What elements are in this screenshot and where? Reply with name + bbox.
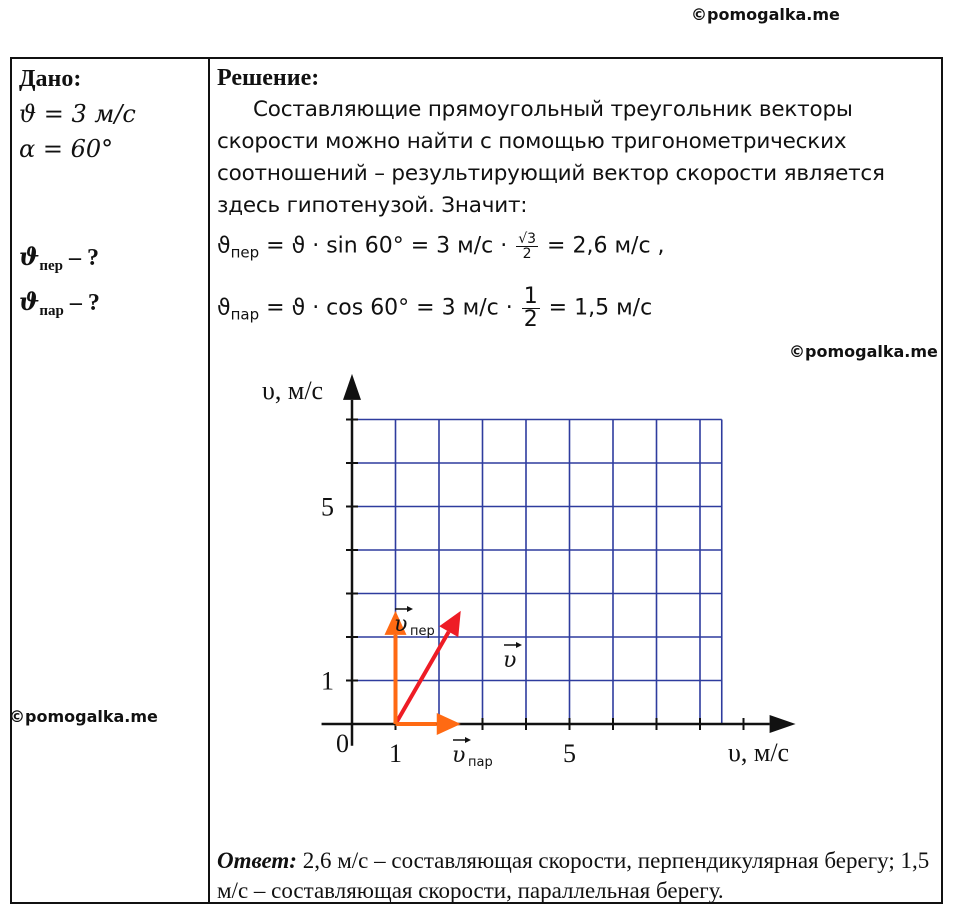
solution-paragraph: Составляющие прямоугольный треугольник векторы скорости можно найти с помощью тригонометрических соотношений – результирующий вектор скорости является здесь гипотенузой. Значит: — [217, 97, 885, 218]
label-v — [503, 642, 522, 673]
axes — [322, 374, 796, 746]
watermark: ©pomogalka.me — [789, 342, 938, 361]
label-v-overarrow-head — [516, 642, 522, 648]
x-tick-label: 1 — [389, 739, 402, 768]
x-axis-label: υ, м/с — [728, 738, 790, 767]
given-speed: ϑ = 3 м/с — [19, 100, 136, 128]
label-v-par-symbol: υ — [452, 743, 466, 768]
label-v-par-subscript: пар — [468, 755, 493, 770]
answer: Ответ: 2,6 м/с – составляющая скорости, перпендикулярная берегу; 1,5 м/с – составляющая скорости, параллельная берегу. — [217, 848, 930, 903]
solution-header: Решение: — [217, 65, 320, 91]
y-tick-label: 1 — [321, 666, 334, 696]
x-axis-arrowhead — [770, 715, 796, 733]
y-tick-label: 5 — [321, 492, 334, 522]
unknown-v-par: $ϑ_{пар}$ – ? — [19, 287, 100, 319]
x-tick-label: 5 — [563, 739, 576, 768]
label-v-par-overarrow-head — [465, 737, 471, 743]
unknown-v-per: $ϑ_{пер}$ – ? — [19, 242, 100, 274]
formula-v-per: $ϑ_{пер} = ϑ \cdot \sin 60^\circ = 3$ м/с · $\frac{√3}{2}$ = 2,6 м/с , — [217, 231, 665, 262]
label-v-par — [452, 737, 493, 770]
watermark: ©pomogalka.me — [691, 5, 840, 24]
label-v-per-symbol: υ — [394, 612, 408, 637]
label-v-per-overarrow-head — [407, 606, 413, 612]
label-v-per — [394, 606, 435, 639]
given-angle: α = 60° — [19, 135, 114, 163]
origin-label: 0 — [336, 729, 349, 758]
y-axis-label: υ, м/с — [262, 376, 324, 405]
grid — [352, 420, 722, 725]
label-v-symbol: υ — [503, 648, 517, 673]
formula-v-par: $ϑ_{пар} = ϑ \cdot \cos 60^\circ = 3$ м/с · $\frac{1}{2}$ = 1,5 м/с — [217, 284, 653, 332]
given-header: Дано: — [19, 66, 82, 92]
watermark: ©pomogalka.me — [9, 707, 158, 726]
vectors — [385, 606, 523, 770]
y-axis-arrowhead — [343, 374, 361, 400]
vector-v — [396, 632, 449, 724]
label-v-per-subscript: пер — [410, 624, 435, 639]
vector-v-par-arrowhead — [437, 713, 461, 735]
